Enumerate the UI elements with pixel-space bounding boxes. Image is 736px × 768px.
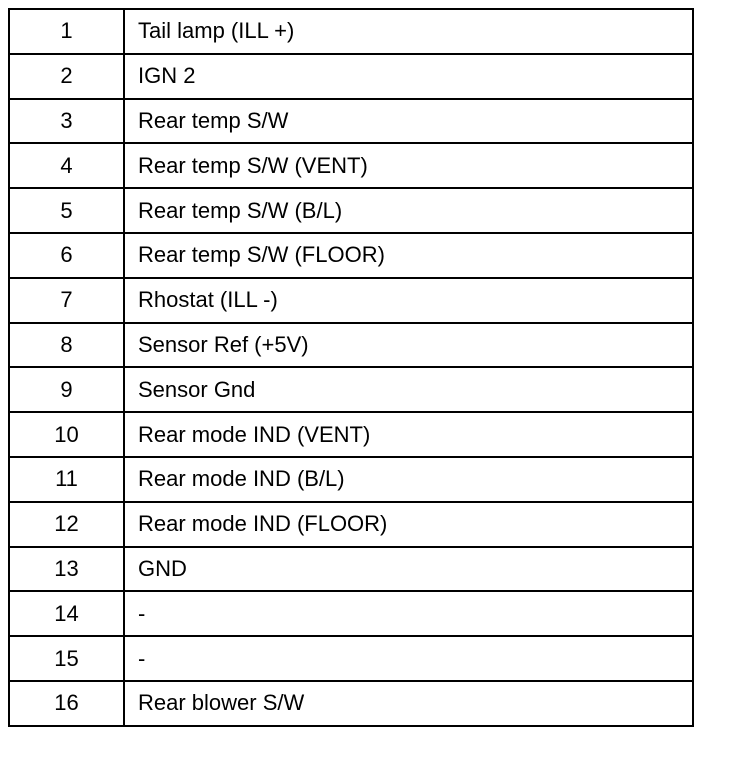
pin-number: 10	[9, 412, 124, 457]
pin-number: 2	[9, 54, 124, 99]
pin-description: Rear temp S/W (FLOOR)	[124, 233, 693, 278]
table-row	[9, 636, 693, 681]
table-row	[9, 457, 693, 502]
table-row	[9, 9, 693, 54]
pin-description: Rear mode IND (FLOOR)	[124, 502, 693, 547]
table-row	[9, 188, 693, 233]
pin-number: 3	[9, 99, 124, 144]
table-row	[9, 99, 693, 144]
pin-description: Rear temp S/W (VENT)	[124, 143, 693, 188]
pin-number: 7	[9, 278, 124, 323]
table-row	[9, 681, 693, 726]
pin-description: Sensor Gnd	[124, 367, 693, 412]
pin-number: 8	[9, 323, 124, 368]
pin-description: -	[124, 591, 693, 636]
pin-description: IGN 2	[124, 54, 693, 99]
pin-number: 12	[9, 502, 124, 547]
pin-number: 11	[9, 457, 124, 502]
table-row	[9, 367, 693, 412]
pin-description: Sensor Ref (+5V)	[124, 323, 693, 368]
table-row	[9, 54, 693, 99]
pin-description: Rhostat (ILL -)	[124, 278, 693, 323]
pin-number: 13	[9, 547, 124, 592]
pin-description: Tail lamp (ILL +)	[124, 9, 693, 54]
table-row	[9, 502, 693, 547]
pin-number: 15	[9, 636, 124, 681]
pin-number: 16	[9, 681, 124, 726]
table-row	[9, 143, 693, 188]
table-row	[9, 233, 693, 278]
pin-number: 1	[9, 9, 124, 54]
pin-description: Rear temp S/W	[124, 99, 693, 144]
table-row	[9, 278, 693, 323]
pin-number: 6	[9, 233, 124, 278]
pin-number: 4	[9, 143, 124, 188]
pin-description: GND	[124, 547, 693, 592]
pin-number: 14	[9, 591, 124, 636]
pin-description: Rear mode IND (VENT)	[124, 412, 693, 457]
pin-description: -	[124, 636, 693, 681]
table-row	[9, 412, 693, 457]
table-row	[9, 323, 693, 368]
table-row	[9, 547, 693, 592]
pin-description: Rear blower S/W	[124, 681, 693, 726]
pin-number: 5	[9, 188, 124, 233]
pin-description: Rear temp S/W (B/L)	[124, 188, 693, 233]
pin-number: 9	[9, 367, 124, 412]
table-row	[9, 591, 693, 636]
pin-table-body	[9, 9, 693, 726]
connector-pin-table	[8, 8, 694, 727]
pin-description: Rear mode IND (B/L)	[124, 457, 693, 502]
